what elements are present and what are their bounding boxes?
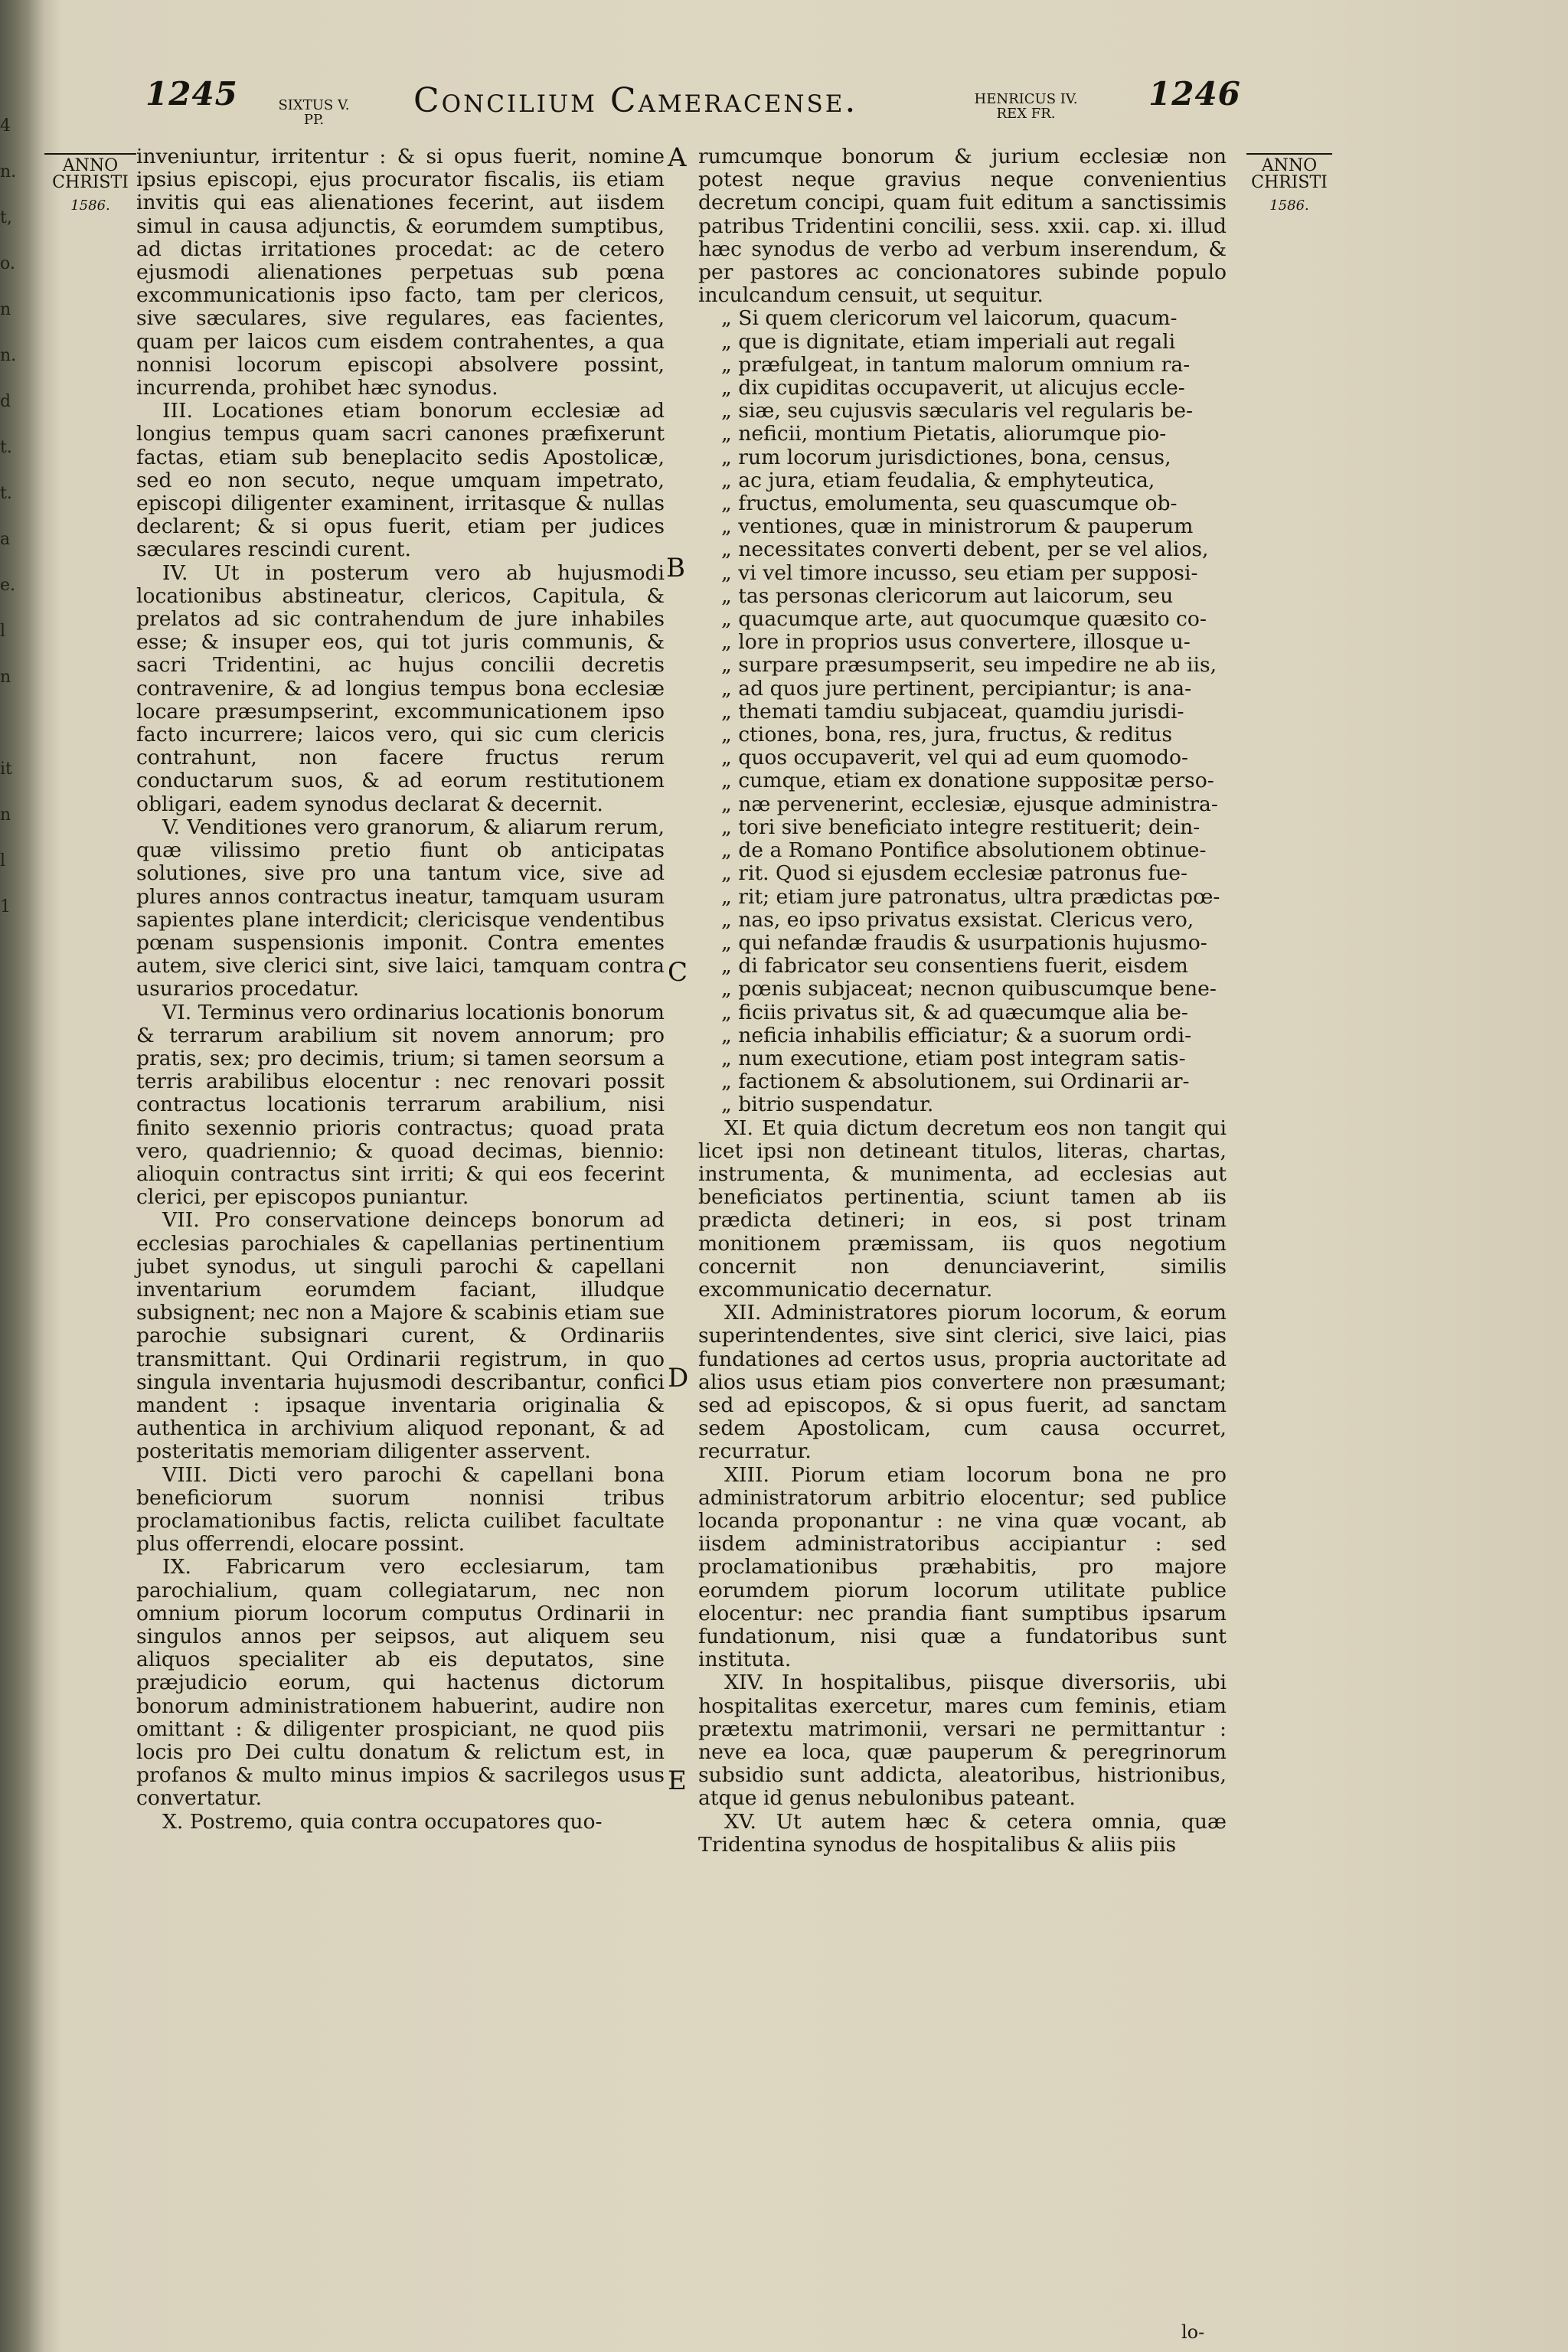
- page-number-left: 1245: [145, 75, 238, 113]
- strip-fragment: t.: [0, 438, 12, 457]
- paragraph: XII. Administratores piorum locorum, & eorum superintendentes, sive sint clerici, sive laici, pias fundationes ad certos usus, propria auctoritate ad alios usus etiam pios convertere non præsumant; sed ad episcopos, & si opus fuerit, ad sanctam sedem Apostolicam, cum causa occurret, recurratur.: [698, 1301, 1227, 1464]
- quote-line: „ cumque, etiam ex donatione suppositæ perso-: [721, 769, 1214, 793]
- strip-fragment: d: [0, 392, 11, 411]
- running-title: Concilium Cameracense.: [413, 81, 858, 120]
- quote-line: „ qui nefandæ fraudis & usurpationis hujusmo-: [721, 930, 1207, 955]
- quote-line: „ pœnis subjaceat; necnon quibuscumque bene-: [721, 977, 1217, 1001]
- quote-line: „ num executione, etiam post integram satis-: [721, 1046, 1186, 1070]
- paragraph: VII. Pro conservatione deinceps bonorum ad ecclesias parochiales & capellanias pertinentium jubet synodus, ut singuli parochi & capellani inventarium eorumdem faciant, illudque subsignent; nec non a Majore & scabinis etiam sue parochie subsignari curent, & Ordinariis transmittant. Qui Ordinarii registrum, in quo singula inventaria hujusmodi describantur, confici mandent : ipsaque inventaria originalia & authentica in archivium aliquod reponant, & ad posteritatis memoriam diligenter asservent.: [136, 1208, 665, 1464]
- quote-line: „ tas personas clericorum aut laicorum, seu: [721, 583, 1174, 608]
- quote-line: „ tori sive beneficiato integre restituerit; dein-: [721, 815, 1200, 839]
- quote-line: „ de a Romano Pontifice absolutionem obtinue-: [721, 838, 1207, 863]
- paragraph: XV. Ut autem hæc & cetera omnia, quæ Tridentina synodus de hospitalibus & aliis piis: [698, 1809, 1227, 1857]
- quote-line: „ siæ, seu cujusvis sæcularis vel regularis be-: [721, 399, 1194, 423]
- quote-line: „ que is dignitate, etiam imperiali aut regali: [721, 329, 1176, 354]
- strip-fragment: e.: [0, 576, 16, 595]
- paragraph: rumcumque bonorum & jurium ecclesiæ non potest neque gravius neque convenientius decretum concipi, quam fuit editum a sanctissimis patribus Tridentini concilii, sess. xxii. cap. xi. illud hæc synodus de verbo ad verbum inserendum, & per pastores ac concionatores subinde populo inculcandum censuit, ut sequitur.: [698, 145, 1227, 308]
- paragraph: VIII. Dicti vero parochi & capellani bona beneficiorum suorum nonnisi tribus proclamationibus factis, relicta cuilibet facultate plus offerrendi, elocare possint.: [136, 1462, 665, 1557]
- quote-line: „ neficii, montium Pietatis, aliorumque pio-: [721, 422, 1167, 446]
- strip-fragment: o.: [0, 254, 15, 273]
- quote-line: „ factionem & absolutionem, sui Ordinarii ar-: [721, 1070, 1190, 1094]
- paragraph: V. Venditiones vero granorum, & aliarum rerum, quæ vilissimo pretio fiunt ob anticipatas solutiones, sive pro una tantum vice, sive ad plures annos contractus ineatur, tamquam usuram sapientes plane interdicit; clericisque vendentibus pœnam suspensionis imponit. Contra ementes autem, sive clerici sint, sive laici, tamquam contra usurarios procedatur.: [136, 815, 665, 1001]
- paragraph: inveniuntur, irritentur : & si opus fuerit, nomine ipsius episcopi, ejus procurator fiscalis, iis etiam invitis qui eas alienationes fecerint, aut iisdem simul in causa adjunctis, & eorumdem sumptibus, ad dictas irritationes procedat: ac de cetero ejusmodi alienationes perpetuas sub pœna excommunicationis ipso facto, tam per clericos, sive sæculares, sive regulares, eas facientes, quam per laicos cum eisdem contrahentes, a qua nonnisi locorum episcopi absolvere possint, incurrenda, prohibet hæc synodus.: [136, 145, 665, 400]
- quote-line: „ dix cupiditas occupaverit, ut alicujus eccle-: [721, 376, 1185, 400]
- page-header: [0, 75, 1568, 144]
- quote-line: „ præfulgeat, in tantum malorum omnium ra-: [721, 352, 1191, 377]
- quote-line: „ ad quos jure pertinent, percipiantur; is ana-: [721, 676, 1192, 701]
- strip-fragment: [0, 1034, 21, 1080]
- strip-fragment: [0, 1080, 21, 1125]
- quote-line: „ rit; etiam jure patronatus, ultra prædictas pœ-: [721, 884, 1220, 909]
- strip-fragment: [0, 988, 21, 1034]
- strip-fragment: t,: [0, 208, 12, 227]
- quote-line: „ quacumque arte, aut quocumque quæsito co-: [721, 607, 1207, 632]
- left-column: [136, 145, 665, 1834]
- quote-line: „ ficiis privatus sit, & ad quæcumque alia be-: [721, 1000, 1188, 1024]
- quote-line: „ ventiones, quæ in ministrorum & pauperum: [721, 514, 1194, 539]
- quote-line: „ ctiones, bona, res, jura, fructus, & reditus: [721, 723, 1173, 747]
- page-number-right: 1246: [1148, 75, 1241, 113]
- strip-fragment: l: [0, 851, 6, 871]
- quote-line: „ næ pervenerint, ecclesiæ, ejusque administra-: [721, 792, 1218, 816]
- paragraph: III. Locationes etiam bonorum ecclesiæ ad longius tempus quam sacri canones præfixerunt factas, etiam sub beneplacito sedis Apostolicæ, sed eo non secuto, neque umquam impetrato, episcopi diligenter examinent, irritasque & nullas declarent; & si opus fuerit, etiam per judices sæculares rescindi curent.: [136, 399, 665, 562]
- quote-line: „ rum locorum jurisdictiones, bona, census,: [721, 445, 1171, 469]
- strip-fragment: a: [0, 530, 11, 549]
- strip-fragment: n: [0, 300, 11, 319]
- margin-note-right: ANNO CHRISTI 1586.: [1246, 153, 1332, 214]
- paragraph: X. Postremo, quia contra occupatores quo-: [162, 1809, 603, 1834]
- paragraph: XIV. In hospitalibus, piisque diversoriis, ubi hospitalitas exercetur, mares cum feminis, etiam prætextu matrimonii, versari ne permittantur : neve ea loca, quæ pauperum & peregrinorum subsidio sunt addicta, aleatoribus, histrionibus, atque id genus nebulonibus pateant.: [698, 1671, 1227, 1811]
- quote-line: „ nas, eo ipso privatus exsistat. Clericus vero,: [721, 907, 1194, 932]
- strip-fragment: [0, 712, 21, 758]
- strip-fragment: 4: [0, 116, 11, 136]
- section-marker-d: D: [668, 1363, 689, 1393]
- strip-fragment: n: [0, 805, 11, 825]
- quote-line: „ vi vel timore incusso, seu etiam per supposi-: [721, 560, 1198, 585]
- strip-fragment: it: [0, 760, 12, 779]
- section-marker-a: A: [668, 142, 687, 173]
- quote-line: „ ac jura, etiam feudalia, & emphyteutica,: [721, 468, 1155, 492]
- right-column: [698, 145, 1227, 1857]
- previous-page-edge: [0, 115, 21, 1125]
- strip-fragment: n.: [0, 162, 17, 181]
- quoted-decree: [698, 307, 1227, 1116]
- quote-line: „ neficia inhabilis efficiatur; & a suorum ordi-: [721, 1023, 1192, 1047]
- quote-line: „ necessitates converti debent, per se vel alios,: [721, 537, 1209, 562]
- strip-fragment: n: [0, 668, 11, 687]
- quote-line: „ bitrio suspendatur.: [721, 1093, 934, 1117]
- strip-fragment: 1: [0, 897, 11, 916]
- paragraph: XI. Et quia dictum decretum eos non tangit qui licet ipsi non detineant titulos, literas, chartas, instrumenta, & munimenta, ad ecclesias aut beneficiatos pertinentia, sciunt tamen ab iis prædicta detineri; in eos, si post trinam monitionem præmissam, iis quos negotium concernit non denunciaverint, similis excommunicatio decernatur.: [698, 1116, 1227, 1302]
- strip-fragment: [0, 942, 21, 988]
- strip-fragment: t.: [0, 484, 12, 503]
- king-heading: HENRICUS IV. REX FR.: [974, 91, 1078, 122]
- catchword: lo-: [1181, 2321, 1205, 2343]
- paragraph: XIII. Piorum etiam locorum bona ne pro administratorum arbitrio elocentur; sed publice locanda proponantur : ne vina quæ vocant, ab iisdem administratoribus accipiantur : sed proclamationibus præhabitis, pro majore eorumdem piorum locorum utilitate publice elocentur: nec prandia fiant sumptibus ipsarum fundationum, nisi quæ a fundatoribus sunt instituta.: [698, 1462, 1227, 1672]
- paragraph: VI. Terminus vero ordinarius locationis bonorum & terrarum arabilium sit novem annorum; pro pratis, sex; pro decimis, trium; si tamen seorsum a terris arabilibus elocentur : nec renovari possit contractus locationis terrarum arabilium, nisi finito sexennio prioris contractus; quoad prata vero, quadriennio; & quoad decimas, biennio: alioquin contractus sint irriti; & qui eos fecerint clerici, per episcopos puniantur.: [136, 1000, 665, 1210]
- margin-note-left: ANNO CHRISTI 1586.: [44, 153, 136, 214]
- section-marker-e: E: [668, 1766, 687, 1796]
- strip-fragment: l: [0, 622, 6, 641]
- quote-line: „ Si quem clericorum vel laicorum, quacum-: [721, 306, 1178, 331]
- pope-heading: SIXTUS V. PP.: [278, 97, 350, 128]
- quote-line: „ rit. Quod si ejusdem ecclesiæ patronus fue-: [721, 861, 1187, 886]
- quote-line: „ di fabricator seu consentiens fuerit, eisdem: [721, 954, 1188, 978]
- quote-line: „ quos occupaverit, vel qui ad eum quomodo-: [721, 746, 1188, 770]
- quote-line: „ lore in proprios usus convertere, illosque u-: [721, 630, 1191, 655]
- strip-fragment: n.: [0, 346, 17, 365]
- section-marker-c: C: [668, 957, 688, 988]
- paragraph: IX. Fabricarum vero ecclesiarum, tam parochialium, quam collegiatarum, nec non omnium piorum locorum computus Ordinarii in singulos annos per seipsos, aut aliquem seu aliquos specialiter ab eis deputatos, sine præjudicio eorum, qui hactenus dictorum bonorum administrationem habuerint, audire non omittant : & diligenter prospiciant, ne quod piis locis pro Dei cultu donatum & relictum est, in profanos & multo minus impios & sacrilegos usus convertatur.: [136, 1555, 665, 1811]
- quote-line: „ fructus, emolumenta, seu quascumque ob-: [721, 492, 1178, 516]
- quote-line: „ themati tamdiu subjaceat, quamdiu jurisdi-: [721, 699, 1184, 724]
- quote-line: „ surpare præsumpserit, seu impedire ne ab iis,: [721, 653, 1217, 678]
- section-marker-b: B: [666, 553, 685, 583]
- paragraph: IV. Ut in posterum vero ab hujusmodi locationibus abstineatur, clericos, Capitula, & prelatos ad sic contrahendum de jure inhabiles esse; & insuper eos, qui tot juris communis, & sacri Tridentini, ac hujus concilii decretis contravenire, & ad longius tempus bona ecclesiæ locare præsumpserint, excommunicationem ipso facto incurrere; laicos vero, qui sic cum clericis contrahunt, non facere fructus rerum conductarum suos, & ad eorum restitutionem obligari, eadem synodus declarat & decernit.: [136, 560, 665, 816]
